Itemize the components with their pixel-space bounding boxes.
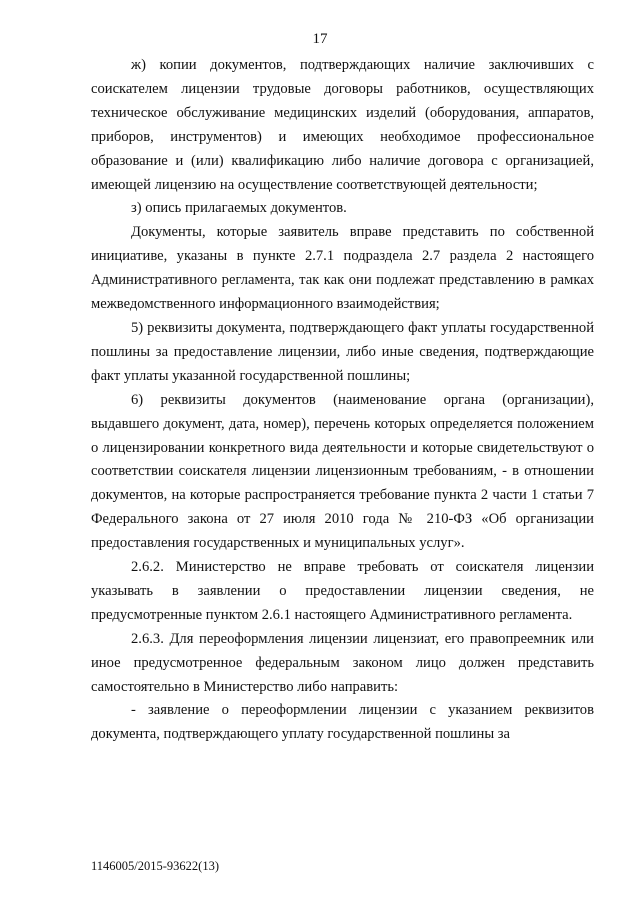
- document-footer-code: 1146005/2015-93622(13): [91, 859, 219, 873]
- paragraph-reissue-application: - заявление о переоформлении лицензии с указанием реквизитов документа, подтверждающего уплату государственной пошлины за: [91, 702, 594, 743]
- paragraph-2-6-3: 2.6.3. Для переоформления лицензии лицензиат, его правопреемник или иное предусмотренное федеральным законом лицо должен представить самостоятельно в Министерство либо направить:: [91, 630, 594, 695]
- paragraph-item-5: 5) реквизиты документа, подтверждающего факт уплаты государственной пошлины за предоставление лицензии, либо иные сведения, подтверждающие факт уплаты указанной государственной пошлины;: [91, 319, 594, 384]
- paragraph-item-6: 6) реквизиты документов (наименование органа (организации), выдавшего документ, дата, номер), перечень которых определяется положением о лицензировании конкретного вида деятельности и которые свидетельствуют о соответствии соискателя лицензии лицензионным требованиям, - в отношении документов, на которые распространяется требование пункта 2 части 1 статьи 7 Федерального закона от 27 июля 2010 года № 210-ФЗ «Об организации предоставления государственных и муниципальных услуг».: [91, 391, 594, 552]
- document-body: [91, 54, 594, 747]
- paragraph-item-z: з) опись прилагаемых документов.: [131, 200, 347, 217]
- page-number: 17: [312, 31, 328, 47]
- paragraph-item-zh: ж) копии документов, подтверждающих наличие заключивших с соискателем лицензии трудовые договоры работников, осуществляющих техническое обслуживание медицинских изделий (оборудования, аппаратов, приборов, инструментов) и имеющих необходимое профессиональное образование и (или) квалификацию либо наличие договора с организацией, имеющей лицензию на осуществление соответствующей деятельности;: [91, 57, 594, 193]
- paragraph-2-6-2: 2.6.2. Министерство не вправе требовать от соискателя лицензии указывать в заявлении о предоставлении лицензии сведения, не предусмотренные пунктом 2.6.1 настоящего Административного регламента.: [91, 559, 594, 623]
- paragraph-documents-initiative: Документы, которые заявитель вправе представить по собственной инициативе, указаны в пункте 2.7.1 подраздела 2.7 раздела 2 настоящего Административного регламента, так как они подлежат представлению в рамках межведомственного информационного взаимодействия;: [91, 224, 594, 313]
